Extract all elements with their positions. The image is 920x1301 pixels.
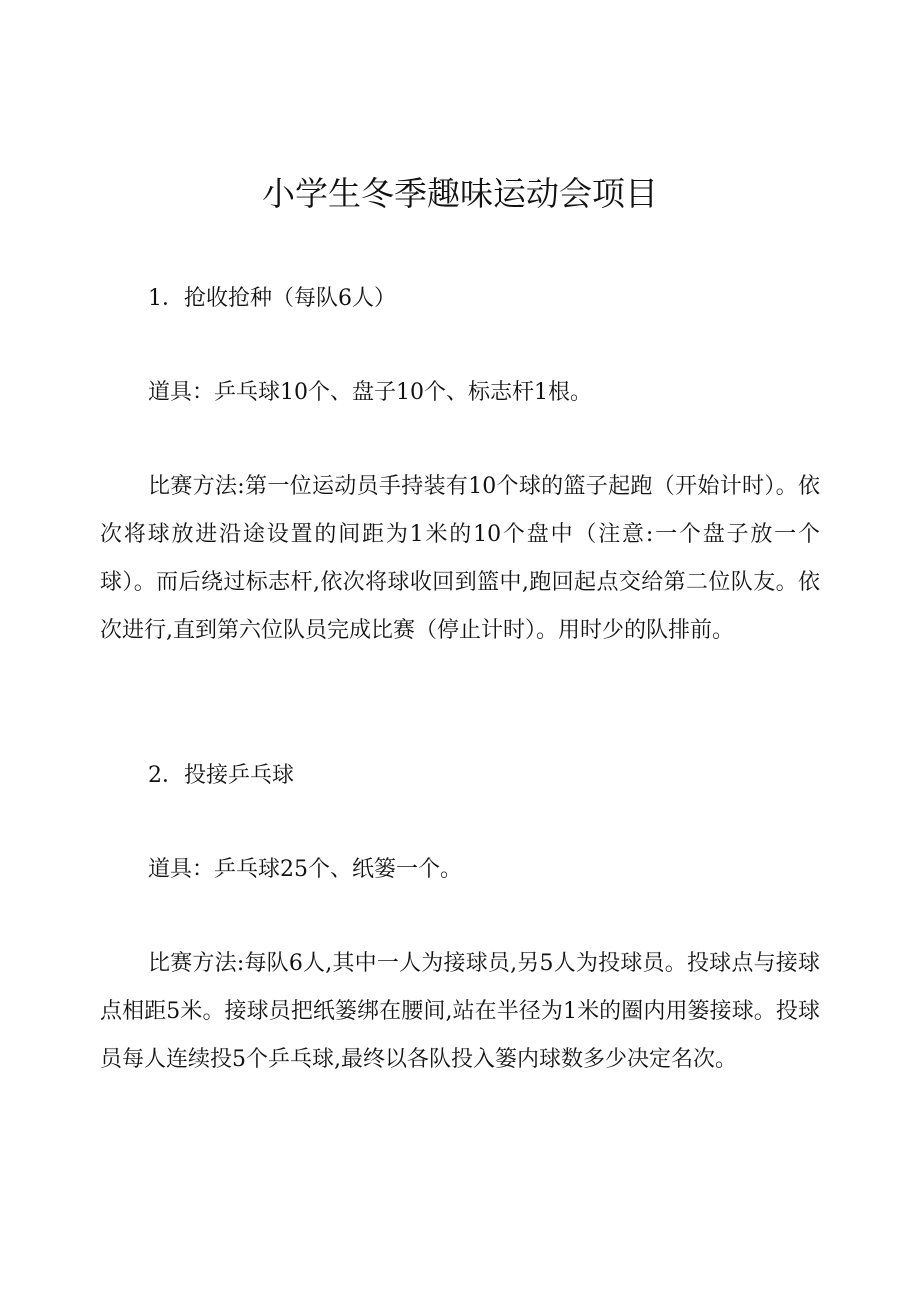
section-2-props: 道具：乒乓球25个、纸篓一个。 — [148, 857, 462, 882]
section-2-method: 比赛方法:每队6人,其中一人为接球员,另5人为投球员。投球点与接球点相距5米。接球员把纸篓绑在腰间,站在半径为1米的圈内用篓接球。投球员每人连续投5个乒乓球,最终以各队投入篓内球数多少决定名次。 — [100, 951, 820, 1072]
section-2-heading: 2．投接乒乓球 — [148, 763, 294, 788]
section-1-heading: 1．抢收抢种（每队6人） — [148, 286, 396, 311]
section-1-props: 道具：乒乓球10个、盘子10个、标志杆1根。 — [148, 380, 592, 405]
section-1-method: 比赛方法:第一位运动员手持装有10个球的篮子起跑（开始计时）。依次将球放进沿途设置的间距为1米的10个盘中（注意:一个盘子放一个球）。而后绕过标志杆,依次将球收回到篮中,跑回起点交给第二位队友。依次进行,直到第六位队员完成比赛（停止计时）。用时少的队排前。 — [100, 474, 820, 643]
document-title: 小学生冬季趣味运动会项目 — [262, 174, 658, 213]
